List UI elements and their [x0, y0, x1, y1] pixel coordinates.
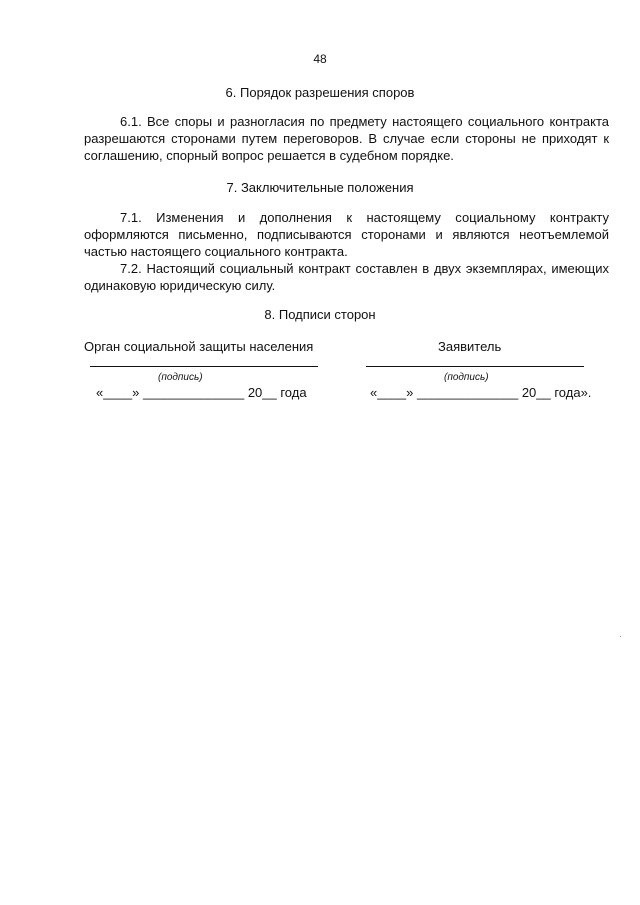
signature-left-title: Орган социальной защиты населения: [84, 339, 314, 354]
signature-left-date: «____» ______________ 20__ года: [96, 385, 307, 400]
signature-left-line: [90, 366, 318, 367]
paragraph-7-1: 7.1. Изменения и дополнения к настоящему социальному контракту оформляются письменно, подписываются сторонами и являются неотъемлемой частью настоящего социального контракта.: [84, 210, 609, 259]
paragraph-7-2: 7.2. Настоящий социальный контракт составлен в двух экземплярах, имеющих одинаковую юридическую силу.: [84, 261, 609, 293]
section-8-heading: 8. Подписи сторон: [264, 307, 376, 322]
signature-right-date: «____» ______________ 20__ года».: [370, 385, 592, 400]
paragraph-6-1: 6.1. Все споры и разногласия по предмету настоящего социального контракта разрешаются сторонами путем переговоров. В случае если стороны не приходят к соглашению, спорный вопрос решается в судебном порядке.: [84, 114, 609, 163]
scan-artifact-mark: [620, 636, 621, 637]
page-number: 48: [313, 52, 327, 66]
signature-right-caption: (подпись): [444, 372, 489, 383]
signature-right-line: [366, 366, 584, 367]
section-7-heading: 7. Заключительные положения: [226, 180, 414, 195]
signature-right-title: Заявитель: [438, 339, 502, 354]
signature-left-caption: (подпись): [158, 372, 203, 383]
section-6-heading: 6. Порядок разрешения споров: [225, 85, 415, 100]
